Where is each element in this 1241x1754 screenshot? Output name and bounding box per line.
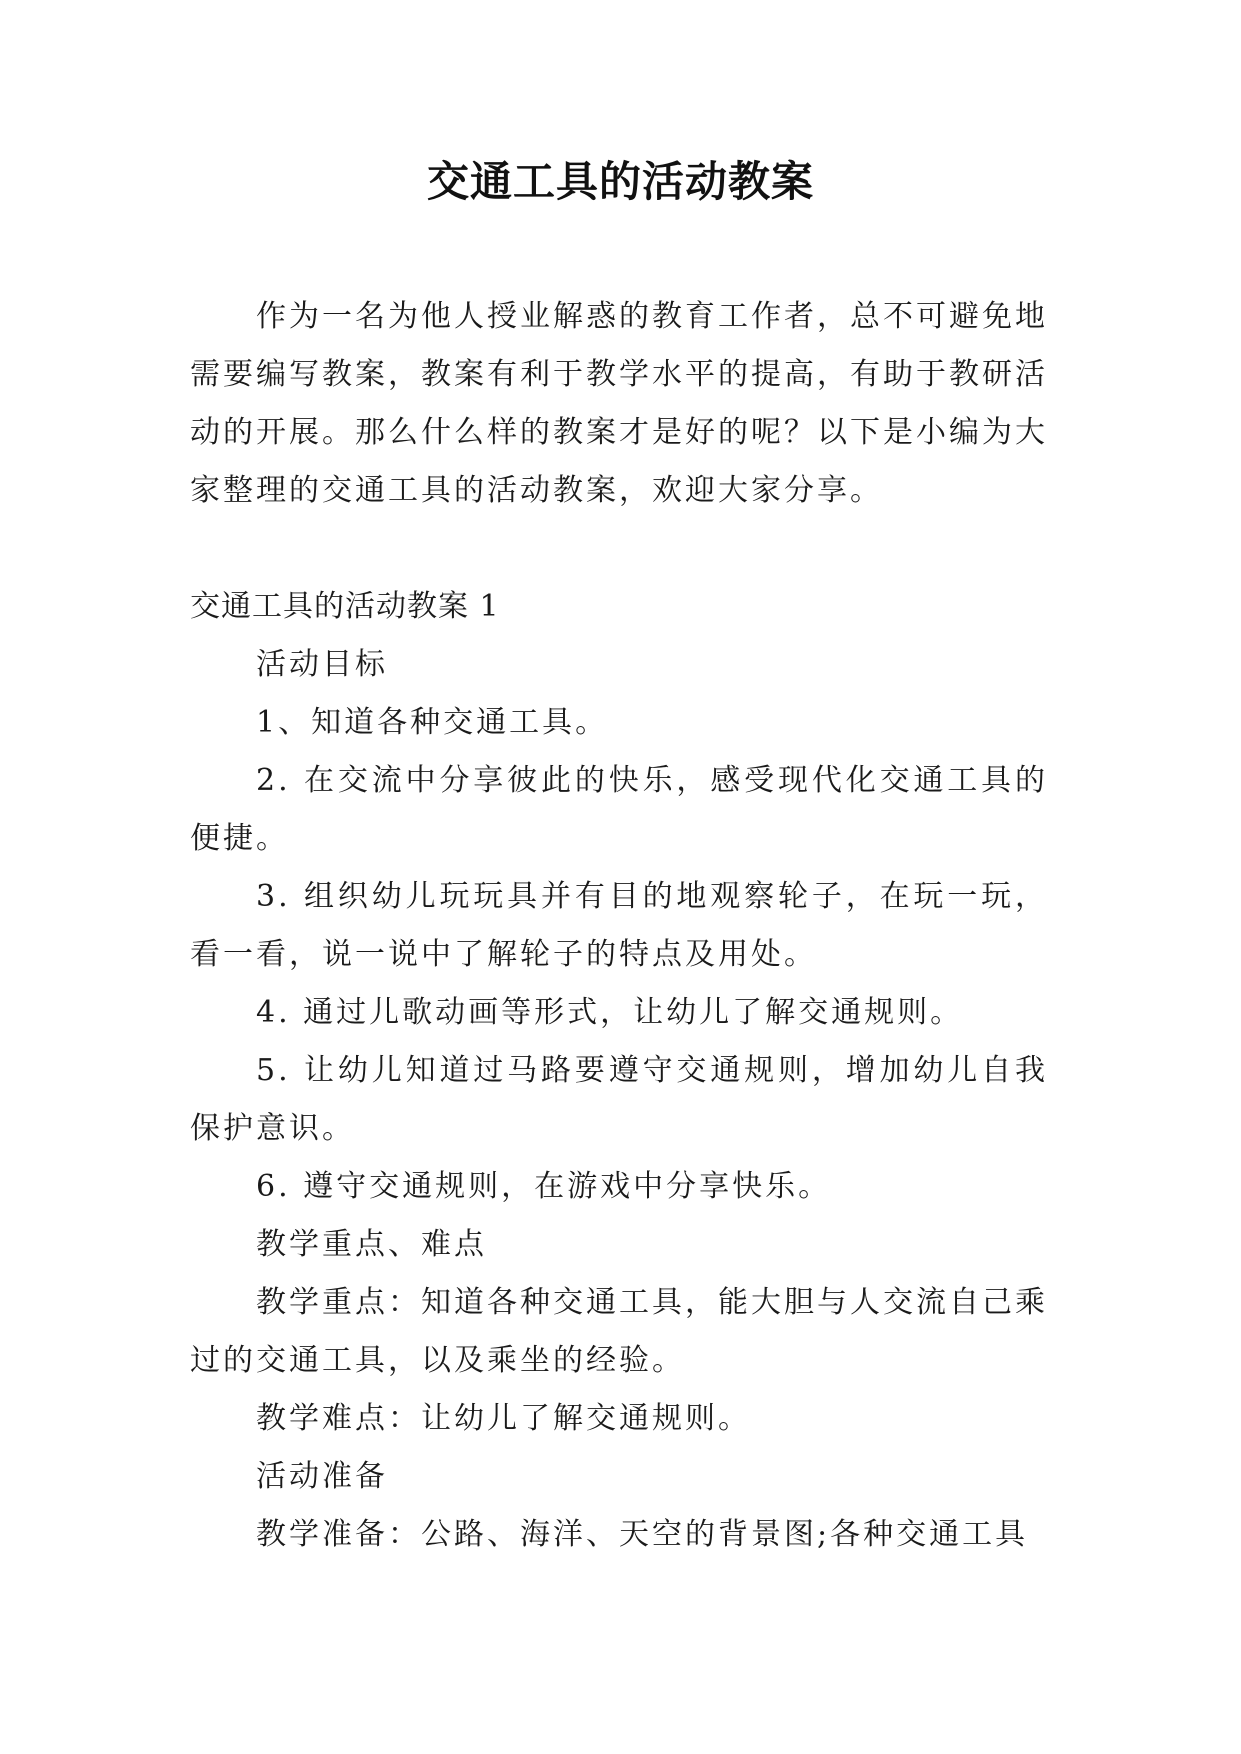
document-title: 交通工具的活动教案 [426,157,814,206]
subheading-key-points: 教学重点、难点 [256,1227,487,1262]
goal-item-5: 5. 让幼儿知道过马路要遵守交通规则，增加幼儿自我保护意识。 [190,1053,1048,1146]
teaching-focus: 教学重点：知道各种交通工具，能大胆与人交流自己乘过的交通工具，以及乘坐的经验。 [190,1285,1048,1378]
intro-paragraph: 作为一名为他人授业解惑的教育工作者，总不可避免地需要编写教案，教案有利于教学水平的提高，有助于教研活动的开展。那么什么样的教案才是好的呢？以下是小编为大家整理的交通工具的活动教案，欢迎大家分享。 [190,299,1048,508]
subheading-activity-goals: 活动目标 [256,647,388,682]
teaching-difficulty: 教学难点：让幼儿了解交通规则。 [256,1401,751,1436]
section-heading: 交通工具的活动教案 1 [190,589,500,624]
goal-item-2: 2. 在交流中分享彼此的快乐，感受现代化交通工具的便捷。 [190,763,1048,856]
teaching-preparation: 教学准备：公路、海洋、天空的背景图;各种交通工具 [256,1517,1029,1552]
subheading-preparation: 活动准备 [256,1459,388,1494]
goal-item-6: 6. 遵守交通规则，在游戏中分享快乐。 [256,1169,832,1204]
goal-item-1: 1、知道各种交通工具。 [256,705,609,740]
document-body [190,288,1048,1564]
goal-item-3: 3. 组织幼儿玩玩具并有目的地观察轮子，在玩一玩，看一看，说一说中了解轮子的特点及用处。 [190,879,1048,972]
goal-item-4: 4. 通过儿歌动画等形式，让幼儿了解交通规则。 [256,995,964,1030]
